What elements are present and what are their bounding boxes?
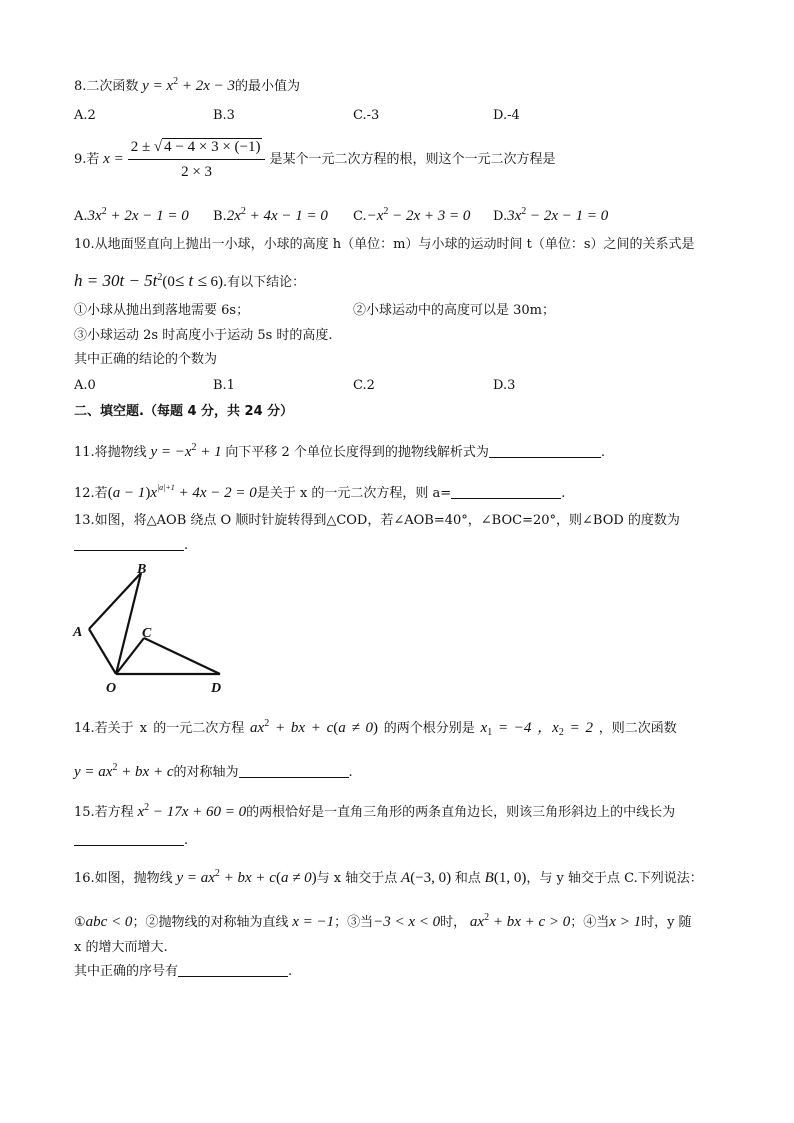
q13-answer-blank[interactable] (74, 536, 184, 551)
q16-s1-suffix: ；②抛物线的对称轴为直线 (132, 915, 289, 930)
q12-answer-blank[interactable] (451, 484, 561, 499)
q12-formula: $(a - 1)x^{|a|+1} + 4x - 2 = 0$ (107, 483, 257, 501)
q10-conclusion-1: ①小球从抛出到落地需要 6s； (74, 303, 250, 318)
q16-point-a: A(−3, 0) (397, 870, 452, 886)
q11-answer-blank[interactable] (489, 443, 601, 458)
label-A: A (73, 625, 83, 640)
q15-stem (74, 798, 675, 823)
q14-roots: $x_1 = -4$ ，$x_2 = 2$ (474, 720, 599, 738)
q16-prefix: 16.如图，抛物线 (74, 871, 173, 886)
q16-point-b: B(1, 0) (480, 870, 527, 886)
q12-middle: 是关于 x 的一元二次方程，则 a= (256, 486, 452, 501)
q10-line2-suffix: .有以下结论： (223, 275, 306, 290)
q10-conclusion-3: ③小球运动 2s 时高度小于运动 5s 时的高度. (74, 328, 333, 343)
segment-CD (144, 638, 220, 674)
q16-parabola: $y = ax^2$ + bx + c(a ≠ 0) (172, 868, 317, 886)
q16-s3-ineq: $ax^2$ + bx + c > 0 (466, 912, 571, 930)
q8-suffix: 的最小值为 (235, 79, 301, 94)
q16-and: 和点 (454, 871, 481, 886)
q16-line1 (74, 864, 703, 889)
q16-answer-blank[interactable] (178, 962, 288, 977)
q14-function: $y = ax^2$ + bx + c (74, 762, 174, 780)
q15-answer-blank[interactable] (74, 831, 184, 846)
q14-line1 (74, 714, 677, 743)
q10-formula: $h = 30t - 5t^2(0\le t \le 6)$ (74, 271, 224, 290)
q9-stem (74, 136, 556, 183)
q13-figure (64, 556, 234, 706)
q13-figure-lines (89, 573, 220, 674)
q16-line2 (74, 908, 692, 933)
q8-option-a[interactable]: A.2 (74, 108, 96, 123)
q14-prefix: 14.若关于 x 的一元二次方程 (74, 721, 245, 736)
q8-option-c[interactable]: C.-3 (353, 108, 380, 123)
q16-middle: 与 x 轴交于点 (316, 871, 398, 886)
q16-ask-line: 其中正确的序号有 . (74, 964, 293, 979)
q16-line3: x 的增大而增大. (74, 940, 168, 955)
q12-prefix: 12.若 (74, 486, 108, 501)
q10-conclusion-2: ②小球运动中的高度可以是 30m； (353, 303, 556, 318)
q8-option-b[interactable]: B.3 (213, 108, 235, 123)
q14-middle: 的两个根分别是 (383, 721, 475, 736)
q14-line2: $y = ax^2$ + bx + c的对称轴为 . (74, 762, 353, 780)
q9-option-b[interactable]: $B.2x^2 + 4x - 1 = 0$ (213, 206, 328, 224)
section-heading: 二、填空题.（每题 4 分，共 24 分） (74, 404, 294, 419)
q15-suffix: 的两根恰好是一直角三角形的两条直角边长，则该三角形斜边上的中线长为 (246, 805, 676, 820)
label-B: B (137, 562, 147, 577)
q9-suffix: 是某个一元二次方程的根，则这个一元二次方程是 (269, 151, 556, 167)
q8-option-d[interactable]: D.-4 (493, 108, 520, 123)
q14-suffix: ，则二次函数 (598, 721, 677, 736)
q14-line2-suffix: 的对称轴为 (173, 765, 239, 780)
q16-ask: 其中正确的序号有 (74, 964, 179, 979)
q9-formula: x = $\frac{2 \pm √ 4 - 4 \times 3 \times (-1)}{2 \times 3}$ (99, 151, 269, 167)
label-C: C (142, 626, 152, 641)
q9-option-d[interactable]: $D.3x^2 - 2x - 1 = 0$ (493, 206, 609, 224)
q9-prefix: 9.若 (74, 151, 100, 167)
q10-option-a[interactable]: A.0 (74, 378, 96, 393)
q10-ask: 其中正确的结论的个数为 (74, 352, 218, 367)
q12-stem: 12.若$(a - 1)x^{|a|+1} + 4x - 2 = 0$是关于 x 的一元二次方程，则 a= . (74, 483, 566, 501)
q10-line2 (74, 268, 305, 293)
q16-s1-mark: ① (74, 915, 86, 930)
q16-s3-range: −3 < x < 0 (373, 914, 441, 930)
q15-prefix: 15.若方程 (74, 805, 134, 820)
label-D: D (211, 681, 222, 696)
q16-suffix: ，与 y 轴交于点 C.下列说法： (526, 871, 703, 886)
q16-s3-prefix: ；③当 (334, 915, 374, 930)
q16-s4-prefix: ；④当 (570, 915, 610, 930)
q11-formula: $y = -x^2 + 1$ (146, 442, 226, 460)
q15-answer-line: . (74, 831, 188, 851)
q16-s4-suffix: 时，y 随 (641, 915, 692, 930)
q13-stem: 13.如图，将△AOB 绕点 O 顺时针旋转得到△COD，若∠AOB=40°，∠BOC=20°，则∠BOD 的度数为 (74, 513, 680, 528)
q10-option-b[interactable]: B.1 (213, 378, 235, 393)
q11-stem: 11.将抛物线 $y = -x^2 + 1$ 向下平移 2 个单位长度得到的抛物线解析式为 . (74, 442, 606, 460)
q8-formula: $y = x^2 + 2x - 3$ (138, 76, 235, 94)
q11-suffix: 向下平移 2 个单位长度得到的抛物线解析式为 (225, 445, 489, 460)
q9-option-c[interactable]: $C.-x^2 - 2x + 3 = 0$ (353, 206, 471, 224)
segment-AO (89, 629, 116, 674)
q14-answer-blank[interactable] (239, 763, 349, 778)
q14-equation: $ax^2$ + bx + c(a ≠ 0) (244, 718, 378, 736)
q16-s1-formula: abc < 0 (85, 914, 133, 930)
q13-answer-line: . (74, 536, 188, 556)
q16-s4-cond: x > 1 (609, 914, 642, 930)
q9-option-a[interactable]: $A.3x^2 + 2x - 1 = 0$ (74, 206, 189, 224)
q8-stem (74, 72, 300, 97)
q10-option-d[interactable]: D.3 (493, 378, 516, 393)
q10-option-c[interactable]: C.2 (353, 378, 375, 393)
q16-axis-formula: x = −1 (288, 914, 335, 930)
q10-line1: 10.从地面竖直向上抛出一小球，小球的高度 h（单位：m）与小球的运动时间 t（单位：s）之间的关系式是 (74, 237, 695, 252)
q16-s3-mid: 时， (440, 915, 467, 930)
q11-prefix: 11.将抛物线 (74, 445, 147, 460)
q15-equation: $x^2 - 17x + 60 = 0$ (133, 802, 247, 820)
q8-prefix: 8.二次函数 (74, 79, 139, 94)
label-O: O (106, 681, 117, 696)
